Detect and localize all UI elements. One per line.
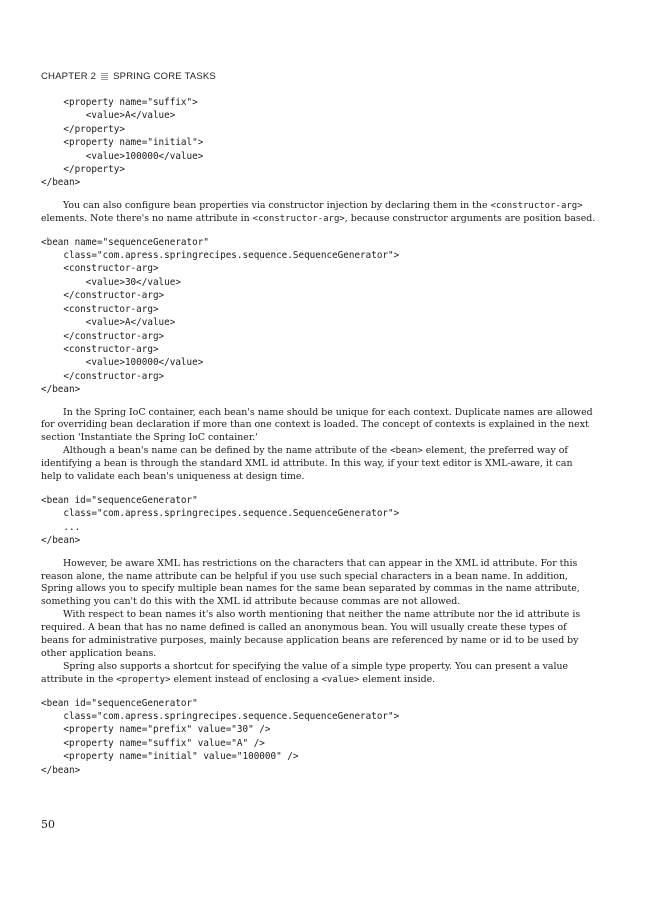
separator-icon bbox=[101, 73, 108, 80]
code-block-bean-id: <bean id="sequenceGenerator" class="com.apress.springrecipes.sequence.SequenceGenerator"> ... </bean> bbox=[41, 494, 400, 547]
code-block-property-suffix-initial: <property name="suffix"> <value>A</value> </property> <property name="initial"> <value>100000</value> </property> </bean> bbox=[41, 97, 204, 189]
page-number: 50 bbox=[41, 818, 55, 831]
code-block-value-attribute: <bean id="sequenceGenerator" class="com.apress.springrecipes.sequence.SequenceGenerator"> <property name="prefix" value="30" /> <property name="suffix" value="A" /> <property name="initial" value="100000" /> </bean> bbox=[41, 697, 400, 776]
chapter-label: CHAPTER 2 bbox=[41, 71, 97, 82]
inline-code: <constructor-arg> bbox=[490, 200, 583, 211]
running-header bbox=[41, 71, 216, 82]
inline-code: <bean> bbox=[390, 446, 423, 457]
chapter-title: SPRING CORE TASKS bbox=[113, 71, 216, 82]
inline-code: <value> bbox=[321, 674, 360, 685]
page-content bbox=[41, 96, 596, 777]
paragraph-bean-id-attribute: Although a bean's name can be defined by the name attribute of the <bean> element, the preferred way of identifying a bean is through the standard XML id attribute. In this way, if your text editor is XML-aware, it can help to validate each bean's uniqueness at design time. bbox=[41, 445, 573, 483]
paragraph-value-shortcut: Spring also supports a shortcut for specifying the value of a simple type property. You can present a value attribute in the <property> element instead of enclosing a <value> element inside. bbox=[41, 660, 569, 685]
paragraph-anonymous-bean: With respect to bean names it's also worth mentioning that neither the name attribute nor the id attribute is required. A bean that has no name defined is called an anonymous bean. You will usually create these types of beans for administrative purposes, mainly because application beans are referenced by name or id to be used by other application beans. bbox=[41, 609, 581, 659]
paragraph-xml-id-restrictions: However, be aware XML has restrictions on the characters that can appear in the XML id attribute. For this reason alone, the name attribute can be helpful if you use such special characters in a bean name. In addition, Spring allows you to specify multiple bean names for the same bean separated by commas in the name attribute, something you can't do this with the XML id attribute because commas are not allowed. bbox=[41, 557, 580, 608]
inline-code: <constructor-arg> bbox=[252, 213, 345, 224]
paragraph-unique-bean-name: In the Spring IoC container, each bean's name should be unique for each context. Duplicate names are allowed for overriding bean declaration if more than one context is loaded. The concept of contexts is explained in the next section 'Instantiate the Spring IoC container.' bbox=[41, 406, 593, 444]
inline-code: <property> bbox=[116, 674, 171, 685]
paragraph-constructor-injection: You can also configure bean properties via constructor injection by declaring them in the <constructor-arg> elements. Note there's no name attribute in <constructor-arg>, because constructor arguments are position based. bbox=[41, 199, 596, 224]
code-block-constructor-args: <bean name="sequenceGenerator" class="com.apress.springrecipes.sequence.SequenceGenerator"> <constructor-arg> <value>30</value> </constructor-arg> <constructor-arg> <value>A</value> </constructor-arg> <constructor-arg> <value>100000</value> </constructor-arg> </bean> bbox=[41, 236, 400, 396]
